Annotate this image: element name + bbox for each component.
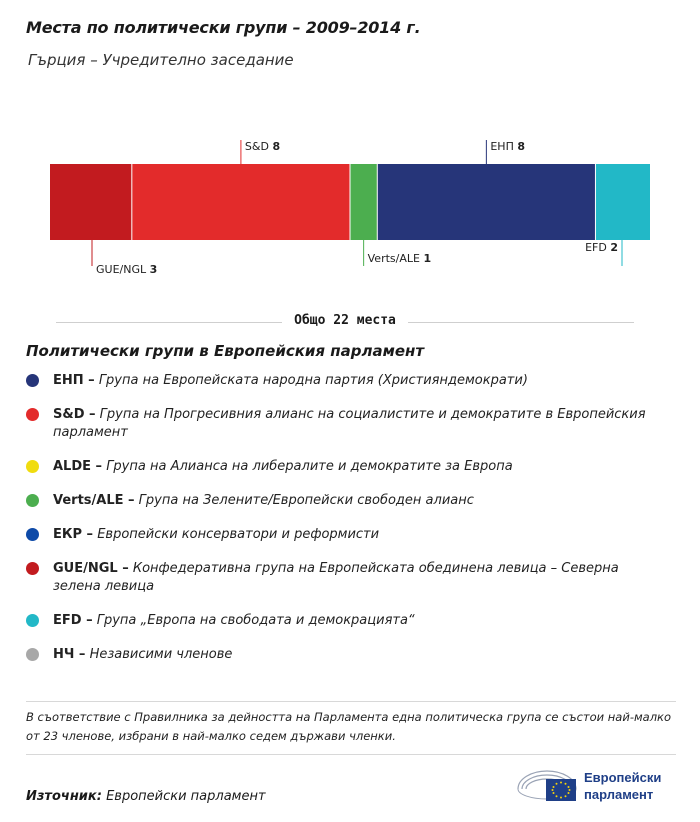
- legend-abbr: НЧ –: [53, 647, 86, 662]
- data-label-gue-ngl: GUE/NGL 3: [96, 263, 158, 276]
- bar-segment-gue-ngl: [50, 164, 132, 240]
- legend-dot-greens-icon: [26, 494, 39, 507]
- chart-title: Места по политически групи – 2009–2014 г.: [26, 18, 421, 37]
- source-label: Източник:: [26, 789, 102, 804]
- legend-dot-efd-icon: [26, 614, 39, 627]
- logo-text: [584, 769, 661, 803]
- data-label-енп: ЕНП 8: [490, 140, 526, 153]
- footnote: В съответствие с Правилника за дейността на Парламента една политическа група се състои най-малко от 23 членове, избрани в най-малко седем държави членки.: [26, 710, 672, 743]
- legend-dot-ecr-icon: [26, 528, 39, 541]
- legend-desc: Група на Алианса на либералите и демократите за Европа: [106, 459, 513, 474]
- total-seats: [56, 313, 634, 333]
- legend-desc: Група на Прогресивния алианс на социалистите и демократите в Европейския парламент: [53, 407, 646, 440]
- legend-dot-epp-icon: [26, 374, 39, 387]
- legend-desc: Група „Европа на свободата и демокрацията“: [96, 613, 415, 628]
- total-seats-label: Общо 22 места: [282, 313, 408, 328]
- source-line: [26, 789, 266, 804]
- data-label-s-d: S&D 8: [244, 140, 281, 153]
- legend-dot-ni-icon: [26, 648, 39, 661]
- legend-abbr: Verts/ALE –: [53, 493, 135, 508]
- legend-abbr: ЕНП –: [53, 373, 95, 388]
- european-parliament-logo: [514, 765, 679, 805]
- legend-abbr: ALDE –: [53, 459, 103, 474]
- bar-segment-verts-ale: [350, 164, 377, 240]
- data-label-verts-ale: Verts/ALE 1: [367, 252, 432, 265]
- legend-abbr: EFD –: [53, 613, 93, 628]
- legend-desc: Независими членове: [89, 647, 233, 662]
- chart-subtitle: Гърция – Учредително заседание: [28, 51, 294, 69]
- legend-abbr: S&D –: [53, 407, 96, 422]
- legend-abbr: GUE/NGL –: [53, 561, 129, 576]
- stacked-seat-bar-chart: [0, 130, 700, 280]
- footnote-divider-top: [26, 701, 676, 702]
- legend-title: Политически групи в Европейския парламент: [26, 342, 425, 360]
- legend-desc: Европейски консерватори и реформисти: [97, 527, 380, 542]
- legend-desc: Група на Европейската народна партия (Християндемократи): [98, 373, 528, 388]
- legend-dot-alde-icon: [26, 460, 39, 473]
- bar-segment-efd: [595, 164, 650, 240]
- data-label-efd: EFD 2: [585, 241, 618, 254]
- footnote-divider-bottom: [26, 754, 676, 755]
- legend-abbr: ЕКР –: [53, 527, 94, 542]
- legend-desc: Група на Зелените/Европейски свободен алианс: [138, 493, 474, 508]
- logo-line1: Европейски: [584, 770, 662, 785]
- bar-segment-s-d: [132, 164, 350, 240]
- parliament-hemicycle-icon: [514, 765, 580, 805]
- source-text: Европейски парламент: [106, 789, 266, 804]
- legend-desc: Конфедеративна група на Европейската обединена левица – Северна зелена левица: [53, 561, 619, 594]
- legend-dot-gue-icon: [26, 562, 39, 575]
- bar-segment-енп: [377, 164, 595, 240]
- legend-dot-sd-icon: [26, 408, 39, 421]
- logo-line2: парламент: [584, 787, 654, 802]
